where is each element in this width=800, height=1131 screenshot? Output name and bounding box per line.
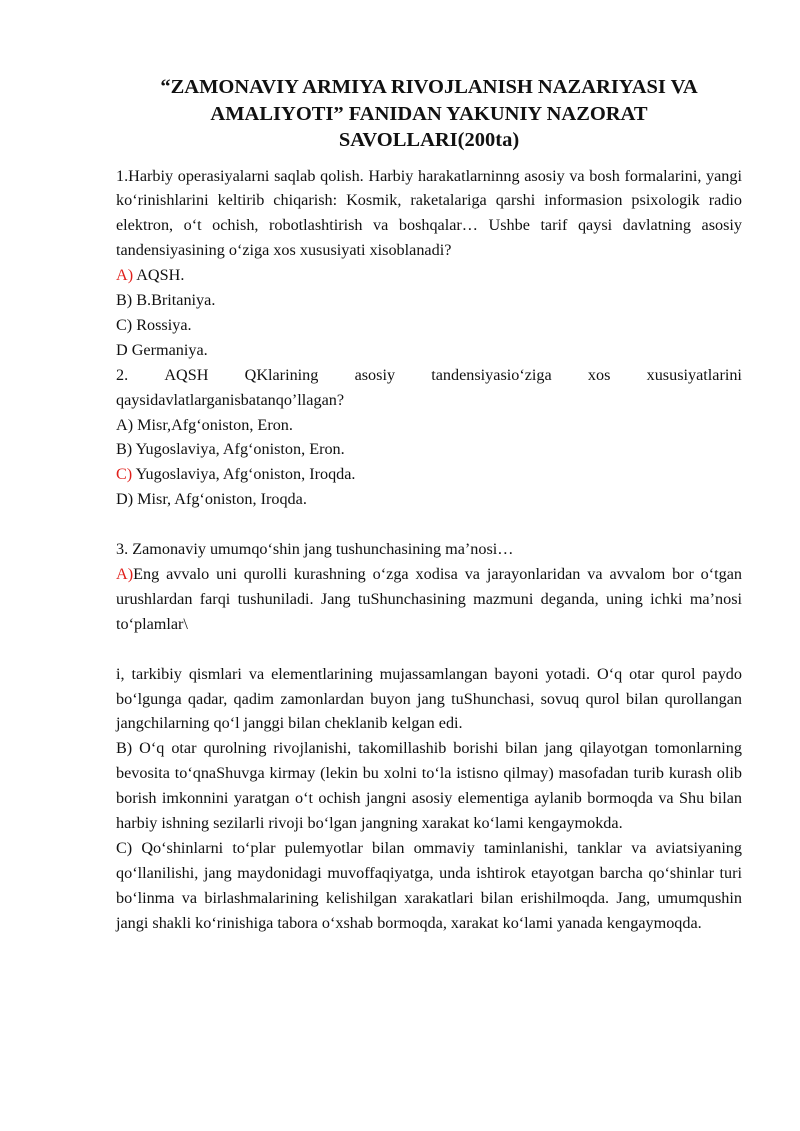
document-page — [116, 74, 742, 936]
question-1-text: 1.Harbiy operasiyalarni saqlab qolish. Harbiy harakatlarninng asosiy va bosh formalarini, yangi ko‘rinishlarini keltirib chiqarish: Kosmik, raketalariga qarshi informasion psixologik radio elektron, o‘t ochish, robotlashtirish va boshqalar… Ushbe tarif qaysi davlatning asosiy tandensiyasining o‘ziga xos xususiyati xisoblanadi? — [116, 166, 742, 260]
question-3-option-a-part-1 — [116, 562, 742, 637]
correct-answer-marker: A) — [116, 266, 134, 285]
title-line-1: “ZAMONAVIY ARMIYA RIVOJLANISH NAZARIYASI VA — [160, 76, 698, 98]
word: tandensiyasio‘ziga — [431, 365, 552, 384]
question-3-option-b: B) O‘q otar qurolning rivojlanishi, takomillashib borishi bilan jang qilayotgan tomonlarning bevosita to‘qnaShuvga kirmay (lekin bu xolni to‘la istisno qilmay) masofadan turib kurash olib borish imkonnini yaratgan o‘t ochish jangni asosiy elementiga aylanib bormoqda va Shu bilan harbiy ishning sezilarli rivoji bo‘lgan jangning xarakat ko‘lami kengaymokda. — [116, 739, 742, 833]
correct-answer-marker: A) — [116, 564, 134, 583]
word: asosiy — [354, 365, 396, 384]
word: xos — [587, 365, 611, 384]
word: 2. — [116, 365, 129, 384]
question-1-option-a — [116, 263, 742, 288]
title-line-2: AMALIYOTI” FANIDAN YAKUNIY NAZORAT — [210, 102, 648, 125]
spacer — [116, 512, 742, 537]
word: AQSH — [164, 365, 209, 384]
question-1-option-c: C) Rossiya. — [116, 315, 192, 334]
question-2-option-d: D) Misr, Afg‘oniston, Iroqda. — [116, 490, 307, 509]
question-2-option-a: A) Misr,Afg‘oniston, Eron. — [116, 415, 293, 434]
question-2-text-line-2: qaysidavlatlarganisbatanqo’llagan? — [116, 390, 345, 409]
question-1-option-b: B) B.Britaniya. — [116, 291, 216, 310]
question-2-option-c — [116, 462, 742, 487]
question-1 — [116, 164, 742, 363]
question-2 — [116, 363, 742, 512]
question-2-text-line-1 — [116, 363, 742, 388]
title-line-3: SAVOLLARI(200ta) — [338, 129, 520, 151]
option-text: Yugoslaviya, Afg‘oniston, Iroqda. — [132, 465, 356, 484]
question-3-option-c: C) Qo‘shinlarni to‘plar pulemyotlar bilan ommaviy taminlanishi, tanklar va aviatsiyaning qo‘llanilishi, jang maydonidagi muvoffaqiyatga, unda ishtirok etayotgan barcha qo‘shinlar turi bo‘linma va birlashmalarining kelishilgan xarakatlari bilan erishilmoqda. Jang, umumqushin jangi shakli ko‘rinishiga tabora o‘xshab bormoqda, xarakat ko‘lami yanada kengaymoqda. — [116, 838, 742, 932]
question-3 — [116, 537, 742, 935]
correct-answer-marker: C) — [116, 465, 133, 484]
question-1-option-d: D Germaniya. — [116, 340, 208, 359]
question-2-option-b: B) Yugoslaviya, Afg‘oniston, Eron. — [116, 440, 345, 459]
word: xususiyatlarini — [646, 365, 742, 384]
spacer — [116, 637, 742, 662]
option-text: AQSH. — [133, 266, 185, 285]
question-3-option-a-part-2: i, tarkibiy qismlari va elementlarining mujassamlangan bayoni yotadi. O‘q otar qurol paydo bo‘lgunga qadar, qadim zamonlardan buyon jang tuShunchasi, sovuq qurol bilan qurollangan jangchilarning qo‘l janggi bilan cheklanib kelgan edi. — [116, 664, 742, 733]
page-title — [116, 74, 742, 154]
word: QKlarining — [244, 365, 319, 384]
option-text: Eng avvalo uni qurolli kurashning o‘zga xodisa va jarayonlaridan va avvalom bor o‘tgan urushlardan farqi tushuniladi. Jang tuShunchasining mazmuni deganda, uning ichki ma’nosi to‘plamlar\ — [116, 564, 742, 633]
question-3-text: 3. Zamonaviy umumqo‘shin jang tushunchasining ma’nosi… — [116, 540, 514, 559]
